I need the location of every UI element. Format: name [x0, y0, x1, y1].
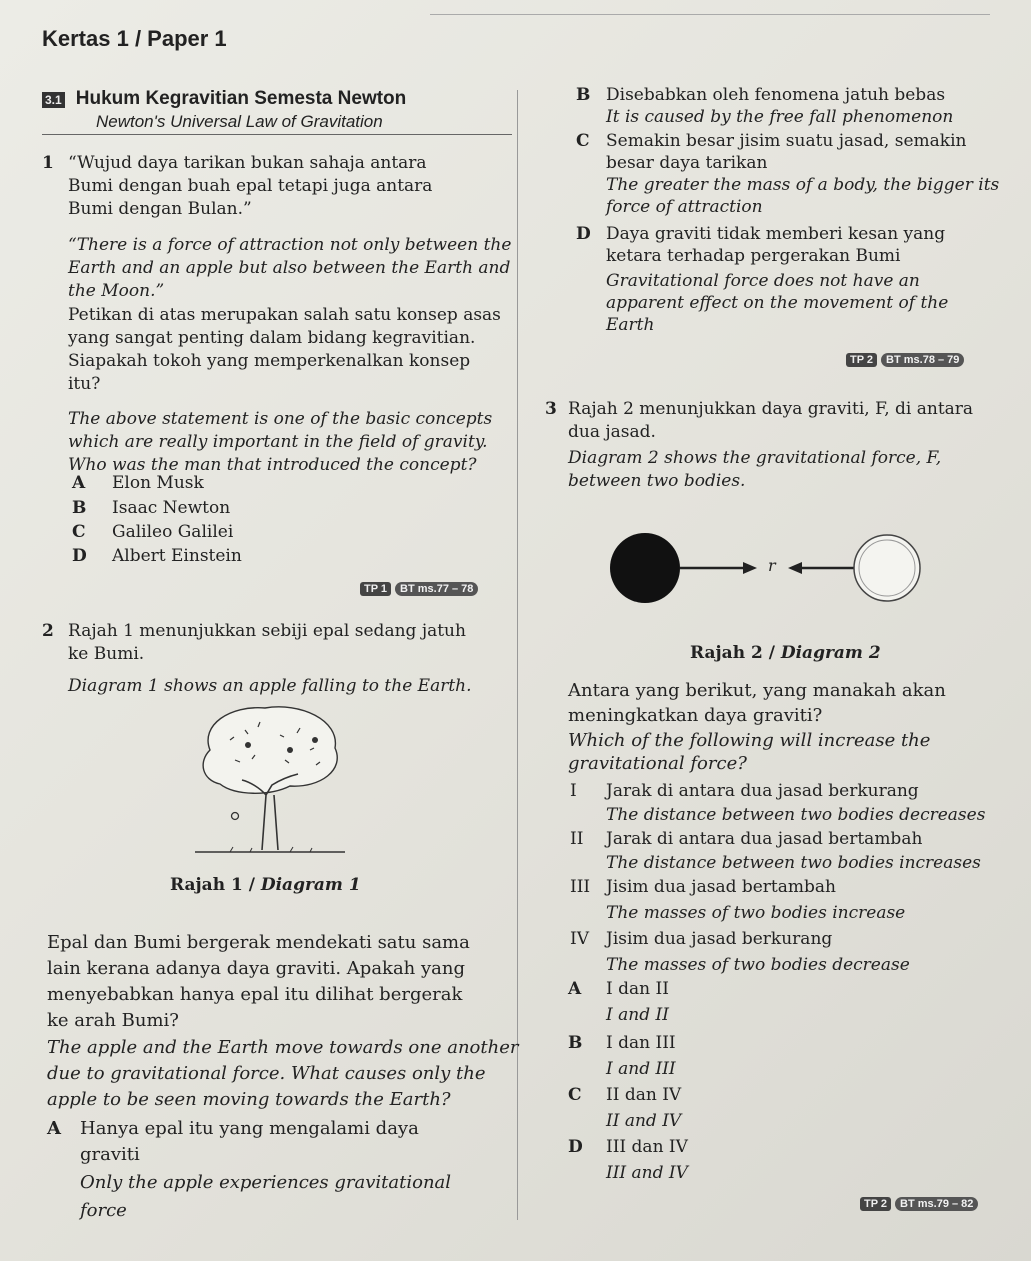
q1-opt-b-letter: B	[72, 498, 87, 518]
section-heading	[42, 88, 406, 110]
q2-stem-ms-1: ke Bumi.	[68, 644, 145, 664]
q2-opt-c-en-0: The greater the mass of a body, the bigger its	[606, 175, 1000, 195]
q1-opt-c-text: Galileo Galilei	[112, 522, 234, 542]
section-rule	[42, 134, 512, 135]
q2-q-ms-2: menyebabkan hanya epal itu dilihat bergerak	[47, 984, 463, 1005]
q1-reference	[360, 577, 478, 596]
q2-opt-c-ms-1: besar daya tarikan	[606, 153, 768, 173]
grass	[230, 847, 312, 852]
q3-opt-d-ms: III dan IV	[606, 1137, 688, 1157]
q3-statement-4-ms: Jisim dua jasad berkurang	[606, 929, 833, 949]
q2-diagram-caption: Rajah 1 / Diagram 1	[170, 875, 361, 895]
q3-stem-en-0: Diagram 2 shows the gravitational force, F,	[568, 448, 942, 468]
q3-statement-4-en: The masses of two bodies decrease	[606, 955, 910, 975]
q1-q-ms-2: Siapakah tokoh yang memperkenalkan konsep	[68, 351, 471, 371]
q3-statement-3-en: The masses of two bodies increase	[606, 903, 906, 923]
q2-number: 2	[42, 621, 54, 641]
q2-opt-d-en-2: Earth	[606, 315, 655, 335]
q3-opt-b-ms: I dan III	[606, 1033, 676, 1053]
q3-statement-2-num: II	[570, 829, 584, 849]
q3-opt-b-en: I and III	[606, 1059, 676, 1079]
q3-statement-1-num: I	[570, 781, 577, 801]
q3-opt-a-ms: I dan II	[606, 979, 669, 999]
q1-opt-a-letter: A	[72, 473, 86, 493]
q2-opt-d-ms-1: ketara terhadap pergerakan Bumi	[606, 246, 901, 266]
q1-tp-badge: TP 1	[360, 582, 391, 596]
force-arrow-2-head	[788, 562, 802, 574]
q3-statement-3-ms: Jisim dua jasad bertambah	[606, 877, 836, 897]
q3-q-en-0: Which of the following will increase the	[568, 730, 931, 751]
q1-number: 1	[42, 153, 54, 173]
q2-opt-c-en-1: force of attraction	[606, 197, 763, 217]
q1-q-ms-0: Petikan di atas merupakan salah satu konsep asas	[68, 305, 501, 325]
q2-bt-badge: BT ms.78 – 79	[881, 353, 964, 367]
q1-q-en-0: The above statement is one of the basic concepts	[68, 409, 493, 429]
body-1	[610, 533, 680, 603]
q1-q-ms-3: itu?	[68, 374, 101, 394]
q1-stem-ms-1: Bumi dengan buah epal tetapi juga antara	[68, 176, 433, 196]
q1-stem-ms-0: “Wujud daya tarikan bukan sahaja antara	[68, 153, 427, 173]
q1-opt-a-text: Elon Musk	[112, 473, 204, 493]
q2-opt-d-en-0: Gravitational force does not have an	[606, 271, 920, 291]
q2-stem-en: Diagram 1 shows an apple falling to the Earth.	[68, 676, 472, 696]
q1-stem-en-0: “There is a force of attraction not only between the	[68, 235, 512, 255]
q2-caption-ms: Rajah 1	[170, 875, 243, 895]
tree-canopy	[203, 707, 337, 793]
q3-diagram-caption: Rajah 2 / Diagram 2	[690, 643, 881, 663]
header-rule	[430, 14, 990, 15]
apple-tree-diagram	[190, 700, 350, 865]
q3-caption-en: Diagram 2	[780, 643, 881, 663]
q2-opt-b-letter: B	[576, 85, 591, 105]
q3-bt-badge: BT ms.79 – 82	[895, 1197, 978, 1211]
q1-stem-en-2: the Moon.”	[68, 281, 165, 301]
q3-statement-2-ms: Jarak di antara dua jasad bertambah	[606, 829, 923, 849]
q3-tp-badge: TP 2	[860, 1197, 891, 1211]
q2-opt-a-ms-0: Hanya epal itu yang mengalami daya	[80, 1118, 419, 1139]
q1-stem-ms-2: Bumi dengan Bulan.”	[68, 199, 252, 219]
body-2	[854, 535, 920, 601]
section-title-ms: Hukum Kegravitian Semesta Newton	[75, 88, 407, 109]
q3-opt-c-letter: C	[568, 1085, 582, 1105]
section-badge: 3.1	[42, 92, 65, 108]
q3-number: 3	[545, 399, 557, 419]
q1-q-ms-1: yang sangat penting dalam bidang kegravitian.	[68, 328, 476, 348]
q2-q-en-2: apple to be seen moving towards the Earth?	[47, 1089, 451, 1110]
q3-stem-ms-0: Rajah 2 menunjukkan daya graviti, F, di antara	[568, 399, 974, 419]
falling-apple	[232, 813, 239, 820]
q1-q-en-1: which are really important in the field of gravity.	[68, 432, 488, 452]
q2-opt-c-ms-0: Semakin besar jisim suatu jasad, semakin	[606, 131, 967, 151]
q3-q-ms-1: meningkatkan daya graviti?	[568, 705, 823, 726]
q1-opt-b-text: Isaac Newton	[112, 498, 231, 518]
q3-caption-ms: Rajah 2	[690, 643, 763, 663]
apple-on-tree-1	[245, 742, 251, 748]
q2-opt-a-en-1: force	[80, 1200, 127, 1221]
q2-opt-b-en: It is caused by the free fall phenomenon	[606, 107, 954, 127]
q2-q-ms-0: Epal dan Bumi bergerak mendekati satu sama	[47, 932, 470, 953]
q2-tp-badge: TP 2	[846, 353, 877, 367]
q1-stem-en-1: Earth and an apple but also between the Earth and	[68, 258, 511, 278]
q1-q-en-2: Who was the man that introduced the concept?	[68, 455, 477, 475]
q2-opt-d-en-1: apparent effect on the movement of the	[606, 293, 949, 313]
q2-q-en-1: due to gravitational force. What causes only the	[47, 1063, 486, 1084]
q3-opt-d-letter: D	[568, 1137, 583, 1157]
q3-statement-3-num: III	[570, 877, 591, 897]
q3-statement-4-num: IV	[570, 929, 589, 949]
q3-opt-a-en: I and II	[606, 1005, 669, 1025]
q2-opt-a-ms-1: graviti	[80, 1144, 140, 1165]
q2-reference	[846, 348, 964, 367]
q2-q-en-0: The apple and the Earth move towards one another	[47, 1037, 519, 1058]
q1-opt-d-text: Albert Einstein	[112, 546, 242, 566]
q3-opt-c-en: II and IV	[606, 1111, 682, 1131]
q3-stem-ms-1: dua jasad.	[568, 422, 656, 442]
apple-on-tree-3	[312, 737, 318, 743]
q3-q-en-1: gravitational force?	[568, 753, 747, 774]
apple-on-tree-2	[287, 747, 293, 753]
q2-opt-a-en-0: Only the apple experiences gravitational	[80, 1172, 452, 1193]
q2-opt-a-letter: A	[47, 1118, 61, 1139]
q1-bt-badge: BT ms.77 – 78	[395, 582, 478, 596]
section-title-en: Newton's Universal Law of Gravitation	[96, 112, 383, 131]
q3-opt-d-en: III and IV	[606, 1163, 688, 1183]
q2-opt-d-ms-0: Daya graviti tidak memberi kesan yang	[606, 224, 946, 244]
q3-reference	[860, 1192, 978, 1211]
q2-caption-en: Diagram 1	[260, 875, 361, 895]
q2-opt-d-letter: D	[576, 224, 591, 244]
q2-q-ms-3: ke arah Bumi?	[47, 1010, 179, 1031]
q3-statement-1-en: The distance between two bodies decreases	[606, 805, 986, 825]
q3-opt-b-letter: B	[568, 1033, 583, 1053]
q2-opt-c-letter: C	[576, 131, 590, 151]
force-arrow-1-head	[743, 562, 757, 574]
q1-opt-c-letter: C	[72, 522, 86, 542]
q3-statement-2-en: The distance between two bodies increases	[606, 853, 981, 873]
q3-opt-a-letter: A	[568, 979, 582, 999]
distance-label: r	[768, 556, 776, 575]
q3-statement-1-ms: Jarak di antara dua jasad berkurang	[606, 781, 919, 801]
q3-opt-c-ms: II dan IV	[606, 1085, 682, 1105]
q3-stem-en-1: between two bodies.	[568, 471, 746, 491]
page-header: Kertas 1 / Paper 1	[42, 26, 227, 51]
q2-opt-b-ms: Disebabkan oleh fenomena jatuh bebas	[606, 85, 946, 105]
q2-q-ms-1: lain kerana adanya daya graviti. Apakah yang	[47, 958, 466, 979]
q1-opt-d-letter: D	[72, 546, 87, 566]
q3-q-ms-0: Antara yang berikut, yang manakah akan	[568, 680, 946, 701]
q2-stem-ms-0: Rajah 1 menunjukkan sebiji epal sedang jatuh	[68, 621, 466, 641]
